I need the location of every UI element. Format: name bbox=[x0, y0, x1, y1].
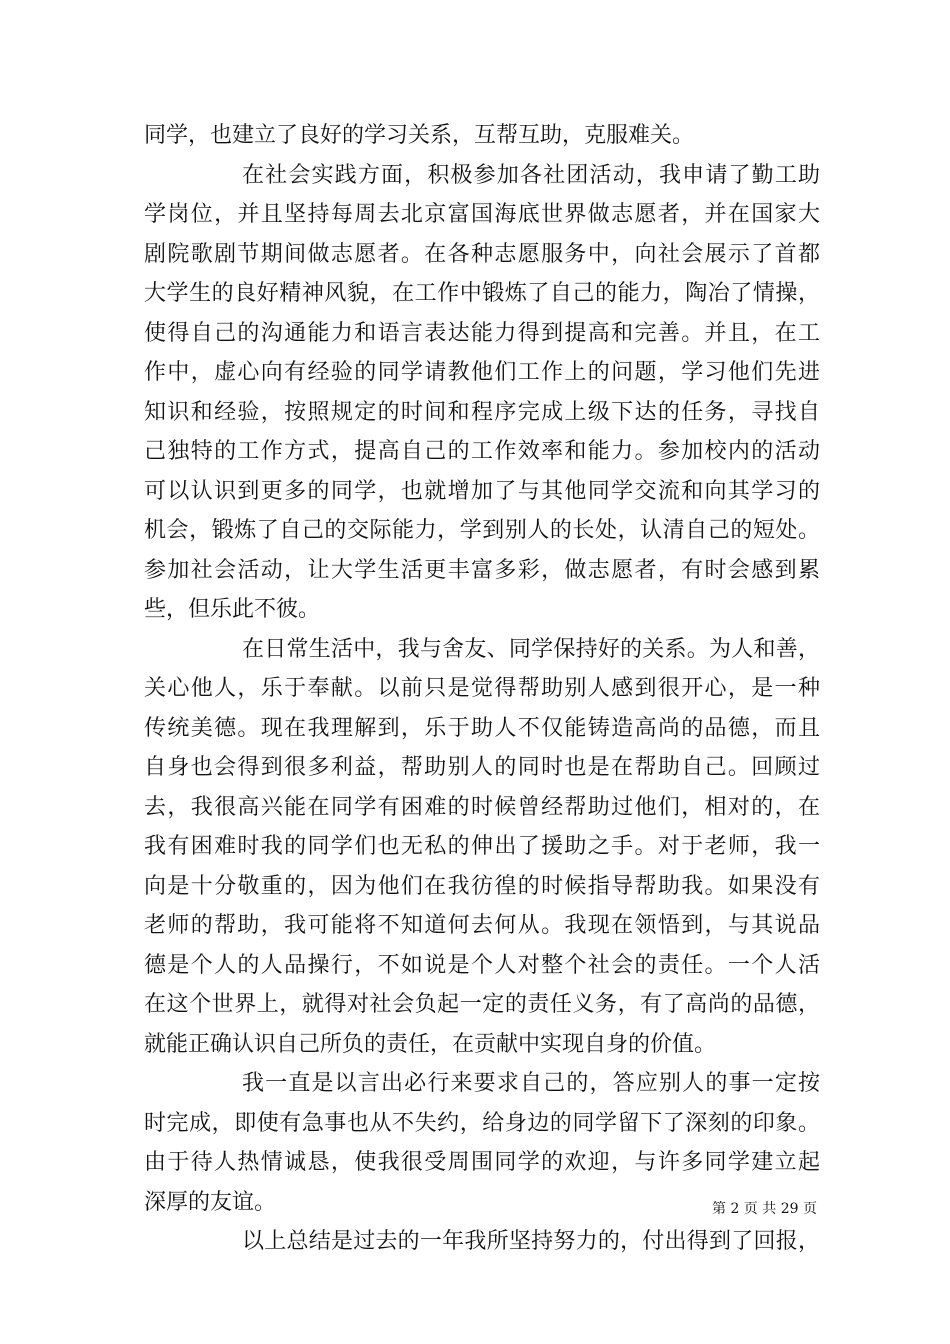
text-line-paragraph-start: 在社会实践方面，积极参加各社团活动，我申请了勤工助 bbox=[242, 162, 820, 188]
document-body bbox=[144, 116, 820, 1262]
text-line: 机会，锻炼了自己的交际能力，学到别人的长处，认清自己的短处。 bbox=[144, 518, 820, 543]
text-line: 使得自己的沟通能力和语言表达能力得到提高和完善。并且，在工 bbox=[144, 320, 820, 346]
text-line: 己独特的工作方式，提高自己的工作效率和能力。参加校内的活动 bbox=[144, 439, 820, 464]
text-line: 深厚的友谊。 bbox=[144, 1189, 277, 1215]
text-line: 些，但乐此不彼。 bbox=[144, 597, 321, 622]
text-line-paragraph-start: 我一直是以言出必行来要求自己的，答应别人的事一定按 bbox=[242, 1071, 820, 1096]
text-line: 在这个世界上，就得对社会负起一定的责任义务，有了高尚的品德， bbox=[144, 992, 820, 1017]
text-line: 时完成，即使有急事也从不失约，给身边的同学留下了深刻的印象。 bbox=[144, 1110, 820, 1136]
text-line-paragraph-start: 以上总结是过去的一年我所坚持努力的，付出得到了回报， bbox=[242, 1229, 820, 1254]
text-line: 作中，虚心向有经验的同学请教他们工作上的问题，学习他们先进 bbox=[144, 360, 820, 385]
text-line: 参加社会活动，让大学生活更丰富多彩，做志愿者，有时会感到累 bbox=[144, 557, 820, 583]
text-line: 去，我很高兴能在同学有困难的时候曾经帮助过他们，相对的，在 bbox=[144, 794, 820, 820]
text-line: 我有困难时我的同学们也无私的伸出了援助之手。对于老师，我一 bbox=[144, 834, 820, 859]
text-line: 德是个人的人品操行，不如说是个人对整个社会的责任。一个人活 bbox=[144, 952, 820, 978]
text-line: 就能正确认识自己所负的责任，在贡献中实现自身的价值。 bbox=[144, 1031, 717, 1057]
text-line: 向是十分敬重的，因为他们在我彷徨的时候指导帮助我。如果没有 bbox=[144, 873, 820, 899]
text-line: 老师的帮助，我可能将不知道何去何从。我现在领悟到，与其说品 bbox=[144, 913, 820, 938]
text-line-paragraph-start: 在日常生活中，我与舍友、同学保持好的关系。为人和善， bbox=[242, 636, 820, 662]
text-line: 剧院歌剧节期间做志愿者。在各种志愿服务中，向社会展示了首都 bbox=[144, 241, 820, 267]
text-line: 关心他人，乐于奉献。以前只是觉得帮助别人感到很开心，是一种 bbox=[144, 676, 820, 701]
text-line: 知识和经验，按照规定的时间和程序完成上级下达的任务，寻找自 bbox=[144, 399, 820, 425]
text-line: 学岗位，并且坚持每周去北京富国海底世界做志愿者，并在国家大 bbox=[144, 202, 820, 227]
text-line: 自身也会得到很多利益，帮助别人的同时也是在帮助自己。回顾过 bbox=[144, 755, 820, 780]
text-line: 传统美德。现在我理解到，乐于助人不仅能铸造高尚的品德，而且 bbox=[144, 715, 820, 741]
text-line: 同学，也建立了良好的学习关系，互帮互助，克服难关。 bbox=[144, 123, 695, 148]
text-line: 可以认识到更多的同学，也就增加了与其他同学交流和向其学习的 bbox=[144, 478, 820, 504]
text-line: 大学生的良好精神风貌，在工作中锻炼了自己的能力，陶冶了情操， bbox=[144, 281, 820, 306]
text-line: 由于待人热情诚恳，使我很受周围同学的欢迎，与许多同学建立起 bbox=[144, 1150, 820, 1175]
page-number-footer: 第 2 页 共 29 页 bbox=[712, 1201, 817, 1217]
